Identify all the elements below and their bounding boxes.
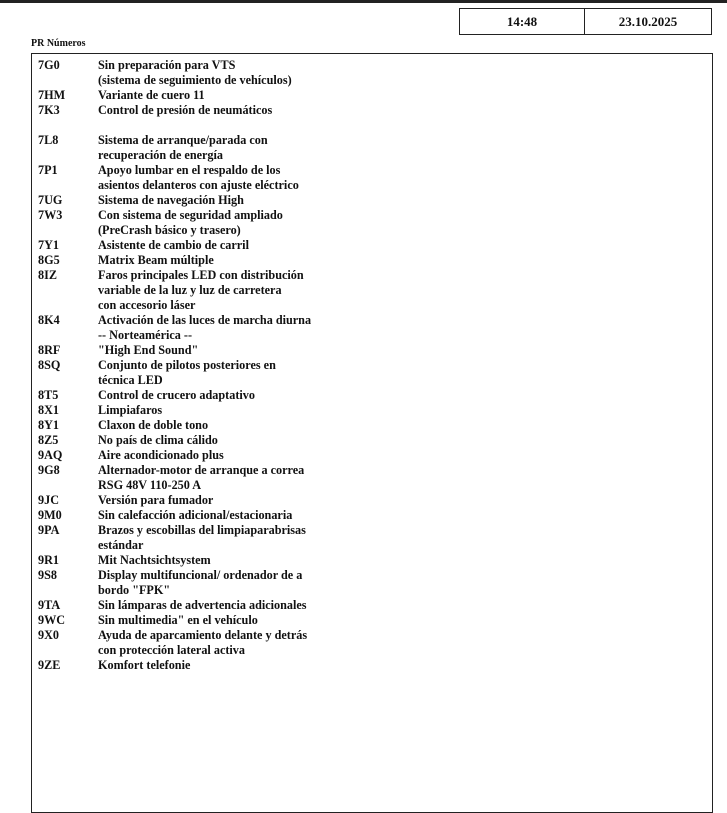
pr-code: 7UG: [38, 193, 63, 207]
pr-code: 9ZE: [38, 658, 61, 672]
pr-code: 9S8: [38, 568, 57, 582]
list-item: [32, 253, 712, 268]
pr-description: Apoyo lumbar en el respaldo de los asientos delanteros con ajuste eléctrico: [98, 163, 299, 192]
pr-code: 8IZ: [38, 268, 57, 282]
entries-container: [32, 58, 712, 673]
top-rule: [0, 0, 727, 3]
pr-description: Sin preparación para VTS (sistema de seguimiento de vehículos): [98, 58, 292, 87]
pr-code: 7Y1: [38, 238, 59, 252]
pr-description: Alternador-motor de arranque a correa RSG 48V 110-250 A: [98, 463, 305, 492]
list-item: [32, 343, 712, 358]
pr-code: 7K3: [38, 103, 60, 117]
pr-code: 8SQ: [38, 358, 61, 372]
list-item: [32, 448, 712, 463]
list-item: [32, 433, 712, 448]
list-item: [32, 658, 712, 673]
pr-code: 8G5: [38, 253, 60, 267]
pr-description: Control de crucero adaptativo: [98, 388, 255, 402]
pr-description: Variante de cuero 11: [98, 88, 205, 102]
pr-description: Faros principales LED con distribución variable de la luz y luz de carretera con accesorio láser: [98, 268, 304, 312]
pr-code: 7P1: [38, 163, 58, 177]
list-item: [32, 508, 712, 523]
section-label: PR Números: [31, 38, 86, 49]
pr-code: 9G8: [38, 463, 60, 477]
pr-code: 9JC: [38, 493, 59, 507]
pr-code: 8K4: [38, 313, 60, 327]
list-item: [32, 133, 712, 163]
list-item: [32, 58, 712, 88]
list-item: [32, 523, 712, 553]
pr-description: Versión para fumador: [98, 493, 214, 507]
list-item: [32, 403, 712, 418]
list-item: [32, 208, 712, 238]
pr-description: Asistente de cambio de carril: [98, 238, 249, 252]
list-item: [32, 163, 712, 193]
pr-code: 8T5: [38, 388, 59, 402]
pr-description: Ayuda de aparcamiento delante y detrás con protección lateral activa: [98, 628, 308, 657]
pr-description: Sistema de arranque/parada con recuperación de energía: [98, 133, 268, 162]
pr-code: 8X1: [38, 403, 59, 417]
pr-description: Aire acondicionado plus: [98, 448, 224, 462]
pr-description: Con sistema de seguridad ampliado (PreCrash básico y trasero): [98, 208, 283, 237]
list-item: [32, 628, 712, 658]
pr-code: 9R1: [38, 553, 59, 567]
pr-description: Sin lámparas de advertencia adicionales: [98, 598, 307, 612]
pr-description: "High End Sound": [98, 343, 199, 357]
list-item: [32, 493, 712, 508]
pr-numbers-list: [31, 53, 713, 813]
pr-description: Sin calefacción adicional/estacionaria: [98, 508, 293, 522]
pr-code: 9X0: [38, 628, 59, 642]
pr-description: Sistema de navegación High: [98, 193, 244, 207]
pr-description: Komfort telefonie: [98, 658, 191, 672]
list-item: [32, 103, 712, 118]
pr-code: 8Y1: [38, 418, 59, 432]
pr-description: No país de clima cálido: [98, 433, 218, 447]
pr-code: 9TA: [38, 598, 61, 612]
pr-description: Sin multimedia" en el vehículo: [98, 613, 258, 627]
pr-code: 8Z5: [38, 433, 59, 447]
pr-description: Display multifuncional/ ordenador de a bordo "FPK": [98, 568, 303, 597]
list-item: [32, 358, 712, 388]
list-item: [32, 463, 712, 493]
header-box: [459, 8, 712, 35]
pr-code: 7HM: [38, 88, 66, 102]
list-item: [32, 193, 712, 208]
list-item: [32, 313, 712, 343]
pr-code: 9M0: [38, 508, 62, 522]
list-item: [32, 613, 712, 628]
list-item: [32, 388, 712, 403]
pr-code: 9AQ: [38, 448, 63, 462]
pr-code: 9WC: [38, 613, 66, 627]
list-item: [32, 268, 712, 313]
pr-code: 8RF: [38, 343, 61, 357]
pr-description: Matrix Beam múltiple: [98, 253, 214, 267]
pr-description: Mit Nachtsichtsystem: [98, 553, 211, 567]
pr-code: 7L8: [38, 133, 59, 147]
pr-description: Conjunto de pilotos posteriores en técnica LED: [98, 358, 276, 387]
pr-code: 7G0: [38, 58, 60, 72]
list-item: [32, 238, 712, 253]
list-item: [32, 418, 712, 433]
list-item: [32, 568, 712, 598]
pr-description: Claxon de doble tono: [98, 418, 209, 432]
pr-description: Limpiafaros: [98, 403, 163, 417]
header-date: 23.10.2025: [618, 13, 678, 29]
pr-code: 9PA: [38, 523, 60, 537]
pr-description: Control de presión de neumáticos: [98, 103, 273, 117]
list-item: [32, 598, 712, 613]
list-item: [32, 88, 712, 103]
pr-description: Brazos y escobillas del limpiaparabrisas estándar: [98, 523, 306, 552]
list-item: [32, 553, 712, 568]
pr-description: Activación de las luces de marcha diurna -- Norteamérica --: [98, 313, 312, 342]
header-time: 14:48: [460, 9, 585, 34]
pr-code: 7W3: [38, 208, 63, 222]
